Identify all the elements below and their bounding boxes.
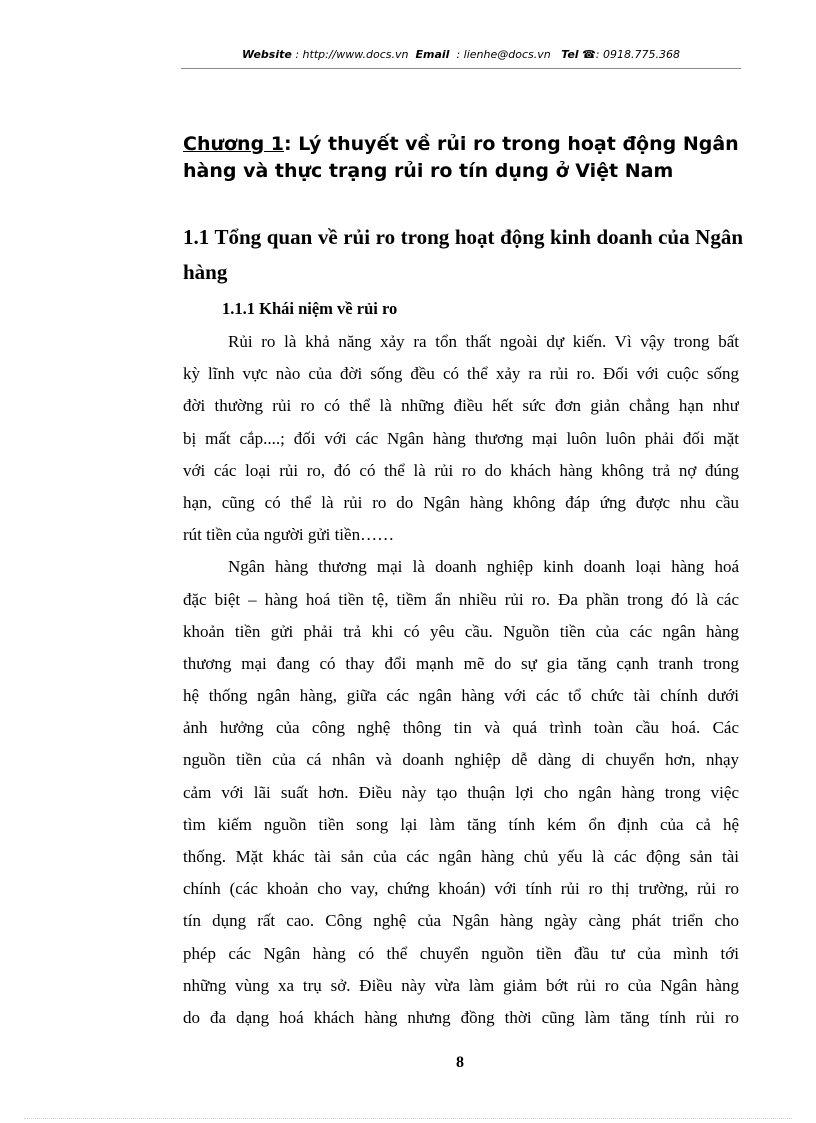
paragraph-line: rút tiền của người gửi tiền…… bbox=[183, 525, 395, 545]
chapter-title-line1: : Lý thuyết về rủi ro trong hoạt động Ngân bbox=[284, 133, 739, 155]
paragraph-line: hạn, cũng có thể là rủi ro do Ngân hàng không đáp ứng được nhu cầu bbox=[183, 492, 739, 512]
tel-label: Tel bbox=[561, 48, 579, 61]
chapter-title-line2: hàng và thực trạng rủi ro tín dụng ở Việt Nam bbox=[183, 160, 674, 182]
paragraph-line: nguồn tiền của cá nhân và doanh nghiệp dễ dàng di chuyển hơn, nhạy bbox=[183, 750, 739, 770]
chapter-number: Chương 1 bbox=[183, 133, 285, 155]
footer-rule bbox=[24, 1118, 792, 1119]
paragraph-line: Rủi ro là khả năng xảy ra tổn thất ngoài dự kiến. Vì vậy trong bất bbox=[228, 332, 739, 351]
paragraph-line: phép các Ngân hàng có thể chuyển nguồn tiền đầu tư của mình tới bbox=[183, 943, 739, 963]
paragraph-line: chính (các khoản cho vay, chứng khoán) với tính rủi ro thị trường, rủi ro bbox=[183, 879, 739, 899]
paragraph-line: thống. Mặt khác tài sản của các ngân hàng chủ yếu là các động sản tài bbox=[183, 847, 739, 866]
paragraph-line: những vùng xa trụ sở. Điều này vừa làm giảm bớt rủi ro của Ngân hàng bbox=[183, 975, 739, 995]
page-number: 8 bbox=[456, 1054, 464, 1071]
paragraph-line: bị mất cắp....; đối với các Ngân hàng thương mại luôn luôn phải đối mặt bbox=[183, 428, 739, 448]
paragraph-line: hệ thống ngân hàng, giữa các ngân hàng với các tổ chức tài chính dưới bbox=[183, 686, 739, 706]
subsection-title: 1.1.1 Khái niệm về rủi ro bbox=[222, 299, 398, 318]
paragraph-line: tín dụng rất cao. Công nghệ của Ngân hàng ngày càng phát triển cho bbox=[183, 911, 739, 931]
paragraph-line: Ngân hàng thương mại là doanh nghiệp kinh doanh loại hàng hoá bbox=[228, 557, 739, 577]
paragraph-line: ảnh hưởng của công nghệ thông tin và quá trình toàn cầu hoá. Các bbox=[183, 718, 739, 738]
paragraph-line: với các loại rủi ro, đó có thể là rủi ro do khách hàng không trả nợ đúng bbox=[183, 460, 739, 480]
website-label: Website bbox=[242, 48, 292, 61]
page-header bbox=[181, 47, 741, 63]
paragraph-line: tìm kiếm nguồn tiền song lại làm tăng tính kém ổn định của cả hệ bbox=[183, 814, 739, 834]
phone-icon: ☎ bbox=[582, 48, 596, 61]
chapter-title bbox=[183, 131, 753, 185]
body-text bbox=[183, 326, 739, 1034]
email-label: Email bbox=[415, 48, 450, 61]
paragraph-line: đời thường rủi ro có thể là những điều hết sức đơn giản chẳng hạn như bbox=[183, 396, 739, 416]
website-link[interactable]: : http://www.docs.vn bbox=[295, 48, 409, 61]
paragraph-line: cảm với lãi suất hơn. Điều này tạo thuận lợi cho ngân hàng trong việc bbox=[183, 782, 739, 802]
header-rule bbox=[181, 68, 741, 69]
paragraph-line: do đa dạng hoá khách hàng nhưng đồng thời cũng làm tăng tính rủi ro bbox=[183, 1007, 739, 1027]
paragraph-line: kỳ lĩnh vực nào của đời sống đều có thể xảy ra rủi ro. Đối với cuộc sống bbox=[183, 364, 739, 384]
tel-value: : 0918.775.368 bbox=[595, 48, 680, 61]
paragraph-line: thương mại đang có thay đổi mạnh mẽ do sự gia tăng cạnh tranh trong bbox=[183, 653, 739, 673]
paragraph-line: khoản tiền gửi phải trả khi có yêu cầu. Nguồn tiền của các ngân hàng bbox=[183, 621, 739, 641]
email-link[interactable]: : lienhe@docs.vn bbox=[456, 48, 551, 61]
section-title: 1.1 Tổng quan về rủi ro trong hoạt động kinh doanh của Ngân hàng bbox=[183, 225, 743, 284]
paragraph-line: đặc biệt – hàng hoá tiền tệ, tiềm ẩn nhiều rủi ro. Đa phần trong đó là các bbox=[183, 589, 739, 609]
